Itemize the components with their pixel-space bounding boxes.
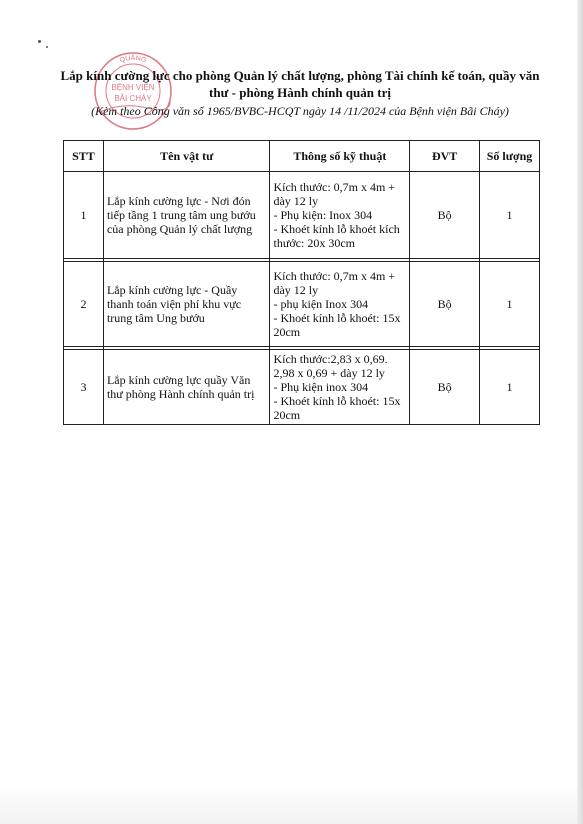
scan-speck — [38, 40, 41, 43]
cell-spec — [270, 350, 410, 425]
stamp-text-line2: BÃI CHÁY — [114, 94, 152, 103]
cell-qty: 1 — [480, 262, 540, 347]
spec-line: - Khoét kính lỗ khoét: 15x 20cm — [273, 394, 401, 422]
header-unit: ĐVT — [410, 141, 480, 172]
cell-stt: 3 — [64, 350, 104, 425]
spec-line: Kích thước: 0,7m x 4m + dày 12 ly — [273, 180, 396, 208]
spec-line: - phụ kiện Inox 304 — [273, 297, 369, 311]
spec-line: Kích thước:2,83 x 0,69. 2,98 x 0,69 + dày 12 ly — [273, 352, 388, 380]
cell-stt: 1 — [64, 172, 104, 259]
table-row — [64, 172, 540, 259]
cell-name: Lắp kính cường lực - Nơi đón tiếp tầng 1 trung tâm ung bướu của phòng Quản lý chất lượng — [103, 172, 270, 259]
cell-spec — [270, 262, 410, 347]
cell-stt: 2 — [64, 262, 104, 347]
document-title: Lắp kính cường lực cho phòng Quản lý chất lượng, phòng Tài chính kế toán, quầy văn thư - phòng Hành chính quản trị — [60, 68, 540, 100]
page-bottom-shadow — [0, 784, 583, 824]
spec-line: - Khoét kính lỗ khoét: 15x 20cm — [273, 311, 401, 339]
cell-name: Lắp kính cường lực quầy Văn thư phòng Hành chính quản trị — [103, 350, 270, 425]
header-spec: Thông số kỹ thuật — [270, 141, 410, 172]
table-row — [64, 350, 540, 425]
cell-unit: Bộ — [410, 350, 480, 425]
spec-line: Kích thước: 0,7m x 4m + dày 12 ly — [273, 269, 396, 297]
stamp-text-top: QUẢNG — [118, 55, 148, 65]
document-subtitle: (Kèm theo Công văn số 1965/BVBC-HCQT ngày 14 /11/2024 của Bệnh viện Bãi Cháy) — [91, 104, 509, 118]
spec-line: - Phụ kiện inox 304 — [273, 380, 369, 394]
stamp-text-line1: BỆNH VIỆN — [111, 83, 155, 92]
cell-unit: Bộ — [410, 262, 480, 347]
cell-name: Lắp kính cường lực - Quầy thanh toán viện phí khu vực trung tâm Ung bướu — [103, 262, 270, 347]
spec-line: - Phụ kiện: Inox 304 — [273, 208, 373, 222]
header-name: Tên vật tư — [103, 141, 270, 172]
table-row — [64, 262, 540, 347]
cell-qty: 1 — [480, 172, 540, 259]
page-edge-shadow — [577, 0, 583, 824]
header-qty: Số lượng — [480, 141, 540, 172]
cell-unit: Bộ — [410, 172, 480, 259]
materials-table — [63, 140, 540, 425]
table-header-row — [64, 141, 540, 172]
cell-spec — [270, 172, 410, 259]
spec-line: - Khoét kính lỗ khoét kích thước: 20x 30cm — [273, 222, 400, 250]
header-stt: STT — [64, 141, 104, 172]
scan-speck — [46, 46, 48, 48]
cell-qty: 1 — [480, 350, 540, 425]
